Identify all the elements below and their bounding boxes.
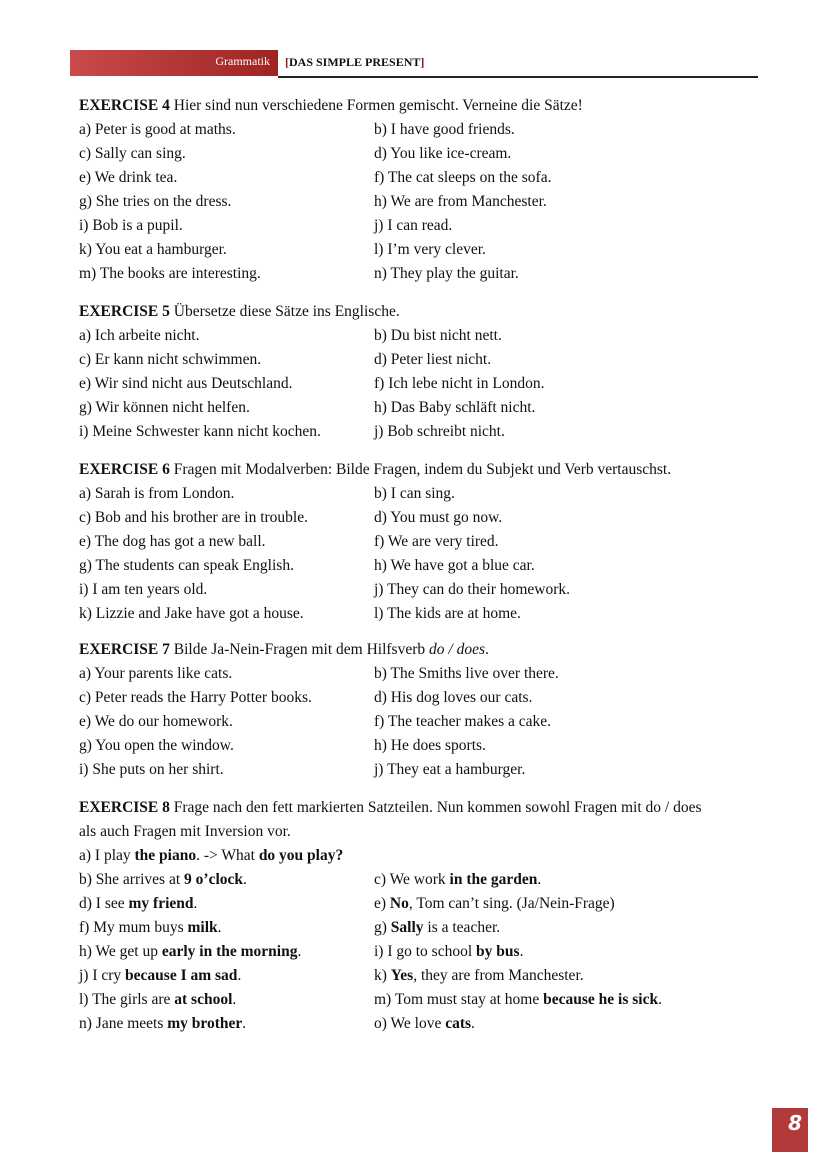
exercise-5 bbox=[79, 300, 759, 444]
list-item: b) I can sing. bbox=[374, 485, 455, 502]
exercise-4 bbox=[79, 94, 759, 286]
page-header bbox=[70, 50, 758, 78]
list-item: c) Sally can sing. bbox=[79, 145, 186, 162]
list-item: b) She arrives at 9 o’clock. bbox=[79, 871, 247, 888]
list-item: e) No, Tom can’t sing. (Ja/Nein-Frage) bbox=[374, 895, 615, 912]
list-row bbox=[79, 686, 759, 710]
list-item: g) Sally is a teacher. bbox=[374, 919, 501, 936]
exercise-instruction: Übersetze diese Sätze ins Englische. bbox=[169, 303, 400, 320]
list-item: m) The books are interesting. bbox=[79, 265, 261, 282]
list-row bbox=[79, 420, 759, 444]
list-item: a) Sarah is from London. bbox=[79, 485, 235, 502]
list-item: e) We drink tea. bbox=[79, 169, 178, 186]
list-item: c) Bob and his brother are in trouble. bbox=[79, 509, 308, 526]
exercise-instruction: Bilde Ja-Nein-Fragen mit dem Hilfsverb bbox=[169, 641, 430, 658]
list-row bbox=[79, 916, 759, 940]
header-title-text: DAS SIMPLE PRESENT bbox=[289, 55, 421, 69]
exercise-8-items bbox=[79, 868, 759, 1036]
list-item: d) I see my friend. bbox=[79, 895, 198, 912]
exercise-6 bbox=[79, 458, 759, 626]
list-row bbox=[79, 348, 759, 372]
list-row bbox=[79, 324, 759, 348]
list-item: c) Peter reads the Harry Potter books. bbox=[79, 689, 312, 706]
list-item: i) She puts on her shirt. bbox=[79, 761, 224, 778]
list-row bbox=[79, 1012, 759, 1036]
list-item: a) Your parents like cats. bbox=[79, 665, 233, 682]
list-item: m) Tom must stay at home because he is sick. bbox=[374, 991, 662, 1008]
exercise-4-heading bbox=[79, 94, 759, 118]
list-item: f) My mum buys milk. bbox=[79, 919, 222, 936]
exercise-label: EXERCISE 8 bbox=[79, 799, 170, 816]
list-item: n) They play the guitar. bbox=[374, 265, 519, 282]
list-row bbox=[79, 396, 759, 420]
list-item: i) Meine Schwester kann nicht kochen. bbox=[79, 423, 321, 440]
list-item: c) We work in the garden. bbox=[374, 871, 542, 888]
list-item: l) The girls are at school. bbox=[79, 991, 237, 1008]
list-item: h) He does sports. bbox=[374, 737, 486, 754]
exercise-8-heading bbox=[79, 796, 759, 820]
list-row bbox=[79, 892, 759, 916]
exercise-label: EXERCISE 6 bbox=[79, 461, 170, 478]
exercise-label: EXERCISE 5 bbox=[79, 303, 170, 320]
list-item: j) They eat a hamburger. bbox=[374, 761, 526, 778]
list-item: g) Wir können nicht helfen. bbox=[79, 399, 250, 416]
header-category: Grammatik bbox=[215, 54, 270, 68]
exercise-instruction-end: . bbox=[484, 641, 489, 658]
exercise-example bbox=[79, 844, 759, 868]
list-item: l) I’m very clever. bbox=[374, 241, 486, 258]
list-row bbox=[79, 988, 759, 1012]
list-item: i) Bob is a pupil. bbox=[79, 217, 183, 234]
header-bracket-close: ] bbox=[420, 55, 425, 69]
list-item: f) The teacher makes a cake. bbox=[374, 713, 551, 730]
list-item: b) The Smiths live over there. bbox=[374, 665, 559, 682]
list-item: o) We love cats. bbox=[374, 1015, 475, 1032]
list-item: i) I go to school by bus. bbox=[374, 943, 524, 960]
list-item: n) Jane meets my brother. bbox=[79, 1015, 247, 1032]
list-item: k) Lizzie and Jake have got a house. bbox=[79, 605, 304, 622]
list-item: j) I can read. bbox=[374, 217, 453, 234]
list-item: j) Bob schreibt nicht. bbox=[374, 423, 505, 440]
exercise-6-items bbox=[79, 482, 759, 626]
list-item: e) Wir sind nicht aus Deutschland. bbox=[79, 375, 293, 392]
list-row bbox=[79, 554, 759, 578]
list-row bbox=[79, 118, 759, 142]
list-item: d) His dog loves our cats. bbox=[374, 689, 533, 706]
example-text: . -> What bbox=[196, 847, 259, 864]
example-text: a) I play bbox=[79, 847, 135, 864]
exercise-5-heading bbox=[79, 300, 759, 324]
list-item: k) You eat a hamburger. bbox=[79, 241, 227, 258]
exercise-7-heading bbox=[79, 638, 759, 662]
list-row bbox=[79, 238, 759, 262]
list-item: e) We do our homework. bbox=[79, 713, 233, 730]
exercise-instruction: Fragen mit Modalverben: Bilde Fragen, indem du Subjekt und Verb vertauschst. bbox=[169, 461, 672, 478]
list-row bbox=[79, 190, 759, 214]
list-row bbox=[79, 530, 759, 554]
list-row bbox=[79, 482, 759, 506]
exercise-4-items bbox=[79, 118, 759, 286]
exercise-instruction-italic: do / does bbox=[429, 641, 485, 658]
list-item: h) We are from Manchester. bbox=[374, 193, 547, 210]
list-item: a) Ich arbeite nicht. bbox=[79, 327, 200, 344]
list-item: f) Ich lebe nicht in London. bbox=[374, 375, 545, 392]
list-item: e) The dog has got a new ball. bbox=[79, 533, 266, 550]
header-tab bbox=[70, 50, 278, 76]
list-item: g) She tries on the dress. bbox=[79, 193, 232, 210]
list-item: j) They can do their homework. bbox=[374, 581, 570, 598]
list-row bbox=[79, 964, 759, 988]
list-row bbox=[79, 758, 759, 782]
list-row bbox=[79, 734, 759, 758]
exercise-instruction: Frage nach den fett markierten Satzteilen. Nun kommen sowohl Fragen mit do / does bbox=[169, 799, 702, 816]
page-number: 8 bbox=[772, 1108, 808, 1152]
list-item: g) You open the window. bbox=[79, 737, 234, 754]
list-row bbox=[79, 710, 759, 734]
list-item: a) Peter is good at maths. bbox=[79, 121, 236, 138]
list-item: h) We get up early in the morning. bbox=[79, 943, 302, 960]
example-bold: do you play? bbox=[258, 847, 344, 864]
exercise-7 bbox=[79, 638, 759, 782]
list-item: j) I cry because I am sad. bbox=[79, 967, 242, 984]
list-item: k) Yes, they are from Manchester. bbox=[374, 967, 584, 984]
header-bracket-open: [ bbox=[285, 55, 289, 69]
list-row bbox=[79, 940, 759, 964]
exercise-7-items bbox=[79, 662, 759, 782]
list-item: g) The students can speak English. bbox=[79, 557, 294, 574]
exercise-label: EXERCISE 7 bbox=[79, 641, 170, 658]
header-divider bbox=[278, 76, 758, 78]
exercise-8 bbox=[79, 796, 759, 1036]
list-item: b) I have good friends. bbox=[374, 121, 515, 138]
list-row bbox=[79, 868, 759, 892]
exercise-instruction: Hier sind nun verschiedene Formen gemischt. Verneine die Sätze! bbox=[169, 97, 583, 114]
list-row bbox=[79, 372, 759, 396]
list-item: d) You like ice-cream. bbox=[374, 145, 512, 162]
list-item: l) The kids are at home. bbox=[374, 605, 521, 622]
list-item: f) We are very tired. bbox=[374, 533, 499, 550]
list-row bbox=[79, 602, 759, 626]
header-title bbox=[285, 55, 424, 70]
list-item: h) Das Baby schläft nicht. bbox=[374, 399, 536, 416]
exercise-instruction-line-2: als auch Fragen mit Inversion vor. bbox=[79, 823, 291, 840]
list-row bbox=[79, 578, 759, 602]
list-item: d) You must go now. bbox=[374, 509, 503, 526]
list-row bbox=[79, 142, 759, 166]
list-row bbox=[79, 662, 759, 686]
list-row bbox=[79, 166, 759, 190]
list-item: f) The cat sleeps on the sofa. bbox=[374, 169, 552, 186]
list-item: d) Peter liest nicht. bbox=[374, 351, 492, 368]
exercise-6-heading bbox=[79, 458, 759, 482]
list-row bbox=[79, 506, 759, 530]
list-row bbox=[79, 262, 759, 286]
list-row bbox=[79, 214, 759, 238]
exercise-5-items bbox=[79, 324, 759, 444]
list-item: i) I am ten years old. bbox=[79, 581, 208, 598]
exercise-label: EXERCISE 4 bbox=[79, 97, 170, 114]
list-item: h) We have got a blue car. bbox=[374, 557, 535, 574]
list-item: b) Du bist nicht nett. bbox=[374, 327, 502, 344]
list-item: c) Er kann nicht schwimmen. bbox=[79, 351, 262, 368]
worksheet-content bbox=[79, 94, 759, 1050]
example-bold: the piano bbox=[134, 847, 197, 864]
